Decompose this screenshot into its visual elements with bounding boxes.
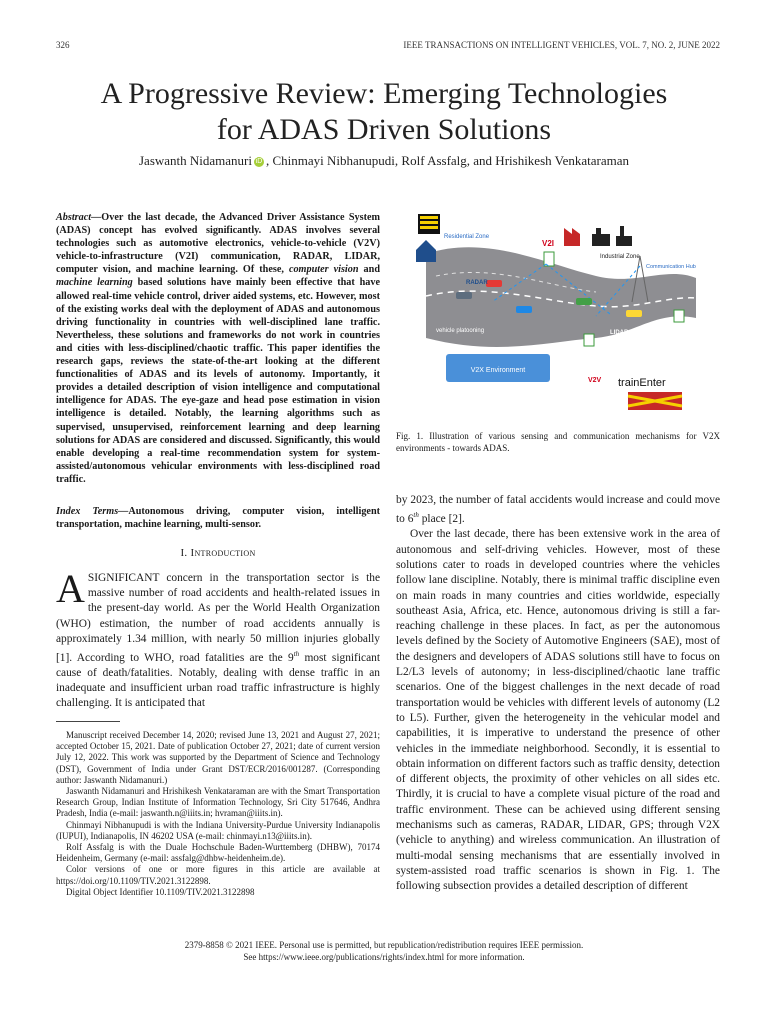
orcid-icon[interactable]: iD bbox=[255, 158, 263, 165]
footnote: Rolf Assfalg is with the Duale Hochschule Baden-Wurttemberg (DHBW), 70174 Heidenheim, Germany (e-mail: assfalg@dhbw-heidenheim.de). bbox=[56, 842, 380, 864]
p1-superscript: th bbox=[413, 511, 419, 520]
lidar-label: LIDAR bbox=[610, 330, 629, 336]
page-number: 326 bbox=[56, 40, 70, 50]
vehicle-icon bbox=[626, 310, 642, 317]
footnote: Jaswanth Nidamanuri and Hrishikesh Venkataraman are with the Smart Transportation Research Group, Indian Institute of Information Technology, Sri City 517646, Andhra Pradesh, India (e-mail: jaswanth.n@iiits.in; hvraman@iiits.in). bbox=[56, 786, 380, 819]
abstract-and: and bbox=[358, 264, 380, 276]
radar-label: RADAR bbox=[466, 280, 488, 286]
section-title: Introduction bbox=[190, 547, 256, 559]
vehicle-icon bbox=[456, 292, 472, 299]
intro-text-2: most significant cause of death/fatalities. Notably, dealing with dense traffic in an inadequate and insufficient urban road traffic infrastructure is highly challenging. It is anticipated that bbox=[56, 651, 380, 710]
paragraph bbox=[396, 493, 720, 527]
copyright-line-1: 2379-8858 © 2021 IEEE. Personal use is permitted, but republication/redistribution requires IEEE permission. bbox=[184, 940, 584, 950]
vehicle-platooning-label: vehicle platooning bbox=[436, 328, 485, 334]
paper-title bbox=[40, 76, 728, 148]
figure-1 bbox=[396, 206, 720, 420]
vehicle-icon bbox=[576, 298, 592, 305]
section-heading bbox=[56, 547, 380, 559]
v2x-illustration bbox=[396, 206, 720, 420]
title-line-2: for ADAS Driven Solutions bbox=[216, 113, 552, 146]
abstract-text-1: Over the last decade, the Advanced Driver Assistance System (ADAS) concept has evolved significantly. ADAS involves several technologies such as automotive electronics, vehicle-to-vehicle (V2V) vehicle-to-infrastructure (V2I) communication, RADAR, LIDAR, computer vision, and machine learning. Of these, bbox=[56, 212, 380, 276]
figure-caption: Fig. 1. Illustration of various sensing and communication mechanisms for V2X environments - towards ADAS. bbox=[396, 431, 720, 453]
industry-icon bbox=[592, 234, 610, 246]
first-author: Jaswanth Nidamanuri bbox=[139, 153, 253, 168]
abstract bbox=[56, 211, 380, 486]
journal-header: IEEE TRANSACTIONS ON INTELLIGENT VEHICLES, VOL. 7, NO. 2, JUNE 2022 bbox=[403, 40, 720, 50]
paragraph: Over the last decade, there has been extensive work in the area of autonomous and self-driving vehicles. However, most of these solutions cater to roads in developed countries where the vehicles follow lane discipline. Notably, there is minimal traffic discipline even on main roads in many countries and cities worldwide, especially southeast Asia, Africa, etc. Hence, autonomous driving is still a far-reaching challenge in these places. In fact, as per the autonomous levels defined by the Society of Automotive Engineers (SAE), most of the designers and developers of ADAS solutions still have to focus on L2/L3 levels of autonomy; in less-disciplined/chaotic lane traffic scenarios. One of the biggest challenges in the next decade of road transportation would be vehicles with different levels of autonomy (L2 to L5). Further, given the heterogeneity in the vehicular model and capabilities, it is imperative to understand the presence of other vehicles in the immediate neighborhood. Secondly, it is essential to obtain information on different factors such as traffic density, detection of different objects, the proximity of other vehicles on all sides etc. Thirdly, it is crucial to have a complete visual picture of the road and traffic environment. These can be achieved using different sensing mechanisms such as cameras, RADAR, LIDAR, GPS; through V2X (vehicle to anything) and wireless communication. An illustration of multi-modal sensing mechanisms that are essentially involved in system-assisted road traffic scenarios is shown in Fig. 1. The following subsection provides a detailed description of different bbox=[396, 528, 721, 893]
author-list bbox=[40, 153, 728, 169]
abstract-em-1: computer vision bbox=[288, 264, 359, 276]
train-enter-label: trainEnter bbox=[618, 377, 666, 389]
footnotes bbox=[56, 730, 380, 898]
abstract-em-2: machine learning bbox=[56, 277, 133, 289]
abstract-label: Abstract— bbox=[56, 212, 102, 223]
intro-text-1: concern in the transportation sector is the massive number of road accidents and health-related issues in the present-day world. As per the World Health Organization (WHO) estimation, the number of road accidents annually is approximately 1.34 million, with nearly 50 million injuries globally [1]. According to WHO, road fatalities are the 9 bbox=[56, 572, 380, 664]
title-line-1: A Progressive Review: Emerging Technologies bbox=[100, 77, 668, 110]
industrial-zone-label: Industrial Zone bbox=[600, 254, 640, 260]
v2i-label: V2I bbox=[542, 239, 555, 248]
index-terms-label: Index Terms— bbox=[56, 506, 129, 517]
intro-superscript: th bbox=[293, 650, 300, 659]
copyright-notice bbox=[40, 939, 728, 963]
footnote: Digital Object Identifier 10.1109/TIV.2021.3122898 bbox=[66, 886, 255, 897]
footnote: Manuscript received December 14, 2020; revised June 13, 2021 and August 27, 2021; accepted October 15, 2021. Date of publication October 27, 2021; date of current version July 12, 2022. This work was supported by the Department of Science and Technology (DST), Government of India under Grant DST/ECR/2016/001287. (Corresponding author: Jaswanth Nidamanuri.) bbox=[56, 730, 380, 785]
v2v-label: V2V bbox=[588, 377, 602, 384]
abstract-text-2: based solutions have mainly been effective that have allowed real-time vehicle control, driver aided systems, etc. However, most of the existing works deal with the deployment of ADAS and autonomous driving functionality in countries with well-disciplined lane traffic. Nevertheless, these solutions and frameworks do not work in countries and cities with less-disciplined/chaotic traffic. This paper identifies the research gaps, reviews the state-of-the-art looking at the different functionalities of ADAS and its levels of autonomy. Importantly, it provides a detailed description of vision intelligence and computational intelligence for ADAS. The eye-gaze and head pose estimation in vision intelligence is detailed. Notably, the learning algorithms such as supervised, unsupervised, reinforcement learning and deep learning solutions for ADAS are considered and discussed. Significantly, this would enable developing a real-time recommendation system for system-assisted/autonomous vehicular environments with less-disciplined road traffic. bbox=[56, 277, 380, 485]
section-numeral: I. bbox=[180, 547, 188, 559]
communication-hub-label: Communication Hub bbox=[646, 264, 696, 270]
index-terms-text: Autonomous driving, computer vision, intelligent transportation, machine learning, multi-sensor. bbox=[56, 506, 380, 531]
vehicle-icon bbox=[486, 280, 502, 287]
intro-paragraph bbox=[56, 566, 380, 712]
drop-cap: A bbox=[56, 566, 85, 611]
right-column-text bbox=[396, 493, 720, 895]
intro-lead: SIGNIFICANT bbox=[87, 572, 160, 584]
other-authors: , Chinmayi Nibhanupudi, Rolf Assfalg, and Hrishikesh Venkataraman bbox=[266, 153, 629, 168]
v2x-environment-label: V2X Environment bbox=[470, 367, 526, 374]
p1-text-a: by 2023, the number of fatal accidents would increase and could move to 6 bbox=[396, 494, 720, 526]
footnote: Chinmayi Nibhanupudi is with the Indiana University-Purdue University Indianapolis (IUPUI), Indianapolis, IN 46202 USA (e-mail: chinmayi.n13@iiits.in). bbox=[56, 819, 380, 841]
vehicle-icon bbox=[516, 306, 532, 313]
residential-zone-label: Residential Zone bbox=[444, 234, 490, 240]
footnote: Color versions of one or more figures in this article are available at https://doi.org/10.1109/TIV.2021.3122898. bbox=[56, 864, 380, 886]
copyright-line-2[interactable]: See https://www.ieee.org/publications/rights/index.html for more information. bbox=[243, 952, 525, 962]
index-terms bbox=[56, 505, 380, 531]
footnote-rule bbox=[56, 721, 120, 722]
p1-text-b: place [2]. bbox=[418, 513, 465, 526]
